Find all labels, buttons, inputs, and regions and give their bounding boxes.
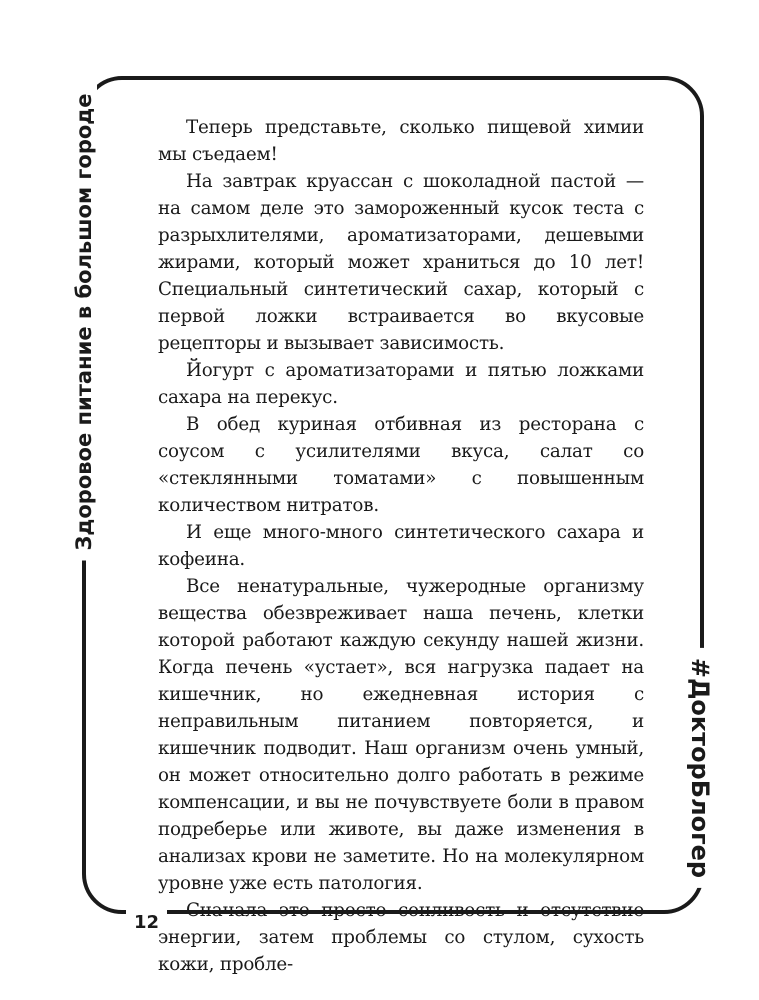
paragraph: Сначала это просто сонливость и отсутствие энергии, затем проблемы со стулом, сухость кожи, пробле- <box>158 900 644 975</box>
paragraph: И еще много-много синтетического сахара и кофеина. <box>158 522 644 570</box>
running-title: Здоровое питание в большом городе <box>71 84 97 561</box>
paragraph: Йогурт с ароматизаторами и пятью ложками сахара на перекус. <box>158 360 644 408</box>
running-hashtag: #ДокторБлогер <box>687 648 713 888</box>
page-number: 12 <box>126 910 167 936</box>
paragraph: В обед куриная отбивная из ресторана с соусом с усилителями вкуса, салат со «стеклянными томатами» с повышенным количеством нитратов. <box>158 414 644 516</box>
paragraph: Теперь представьте, сколько пищевой химии мы съедаем! <box>158 117 644 165</box>
paragraph: Все ненатуральные, чужеродные организму вещества обезвреживает наша печень, клетки которой работают каждую секунду нашей жизни. Когда печень «устает», вся нагрузка падает на кишечник, но ежедневная история с неправильным питанием повторяется, и кишечник подводит. Наш организм очень умный, он может относительно долго работать в режиме компенсации, и вы не почувствуете боли в правом подреберье или животе, вы даже изменения в анализах крови не заметите. Но на молекулярном уровне уже есть патология. <box>158 576 644 894</box>
paragraph: На завтрак круассан с шоколадной пастой — на самом деле это замороженный кусок теста с разрыхлителями, ароматизаторами, дешевыми жирами, который может храниться до 10 лет! Специальный синтетический сахар, который с первой ложки встраивается во вкусовые рецепторы и вызывает зависимость. <box>158 171 644 354</box>
body-text <box>158 114 644 978</box>
